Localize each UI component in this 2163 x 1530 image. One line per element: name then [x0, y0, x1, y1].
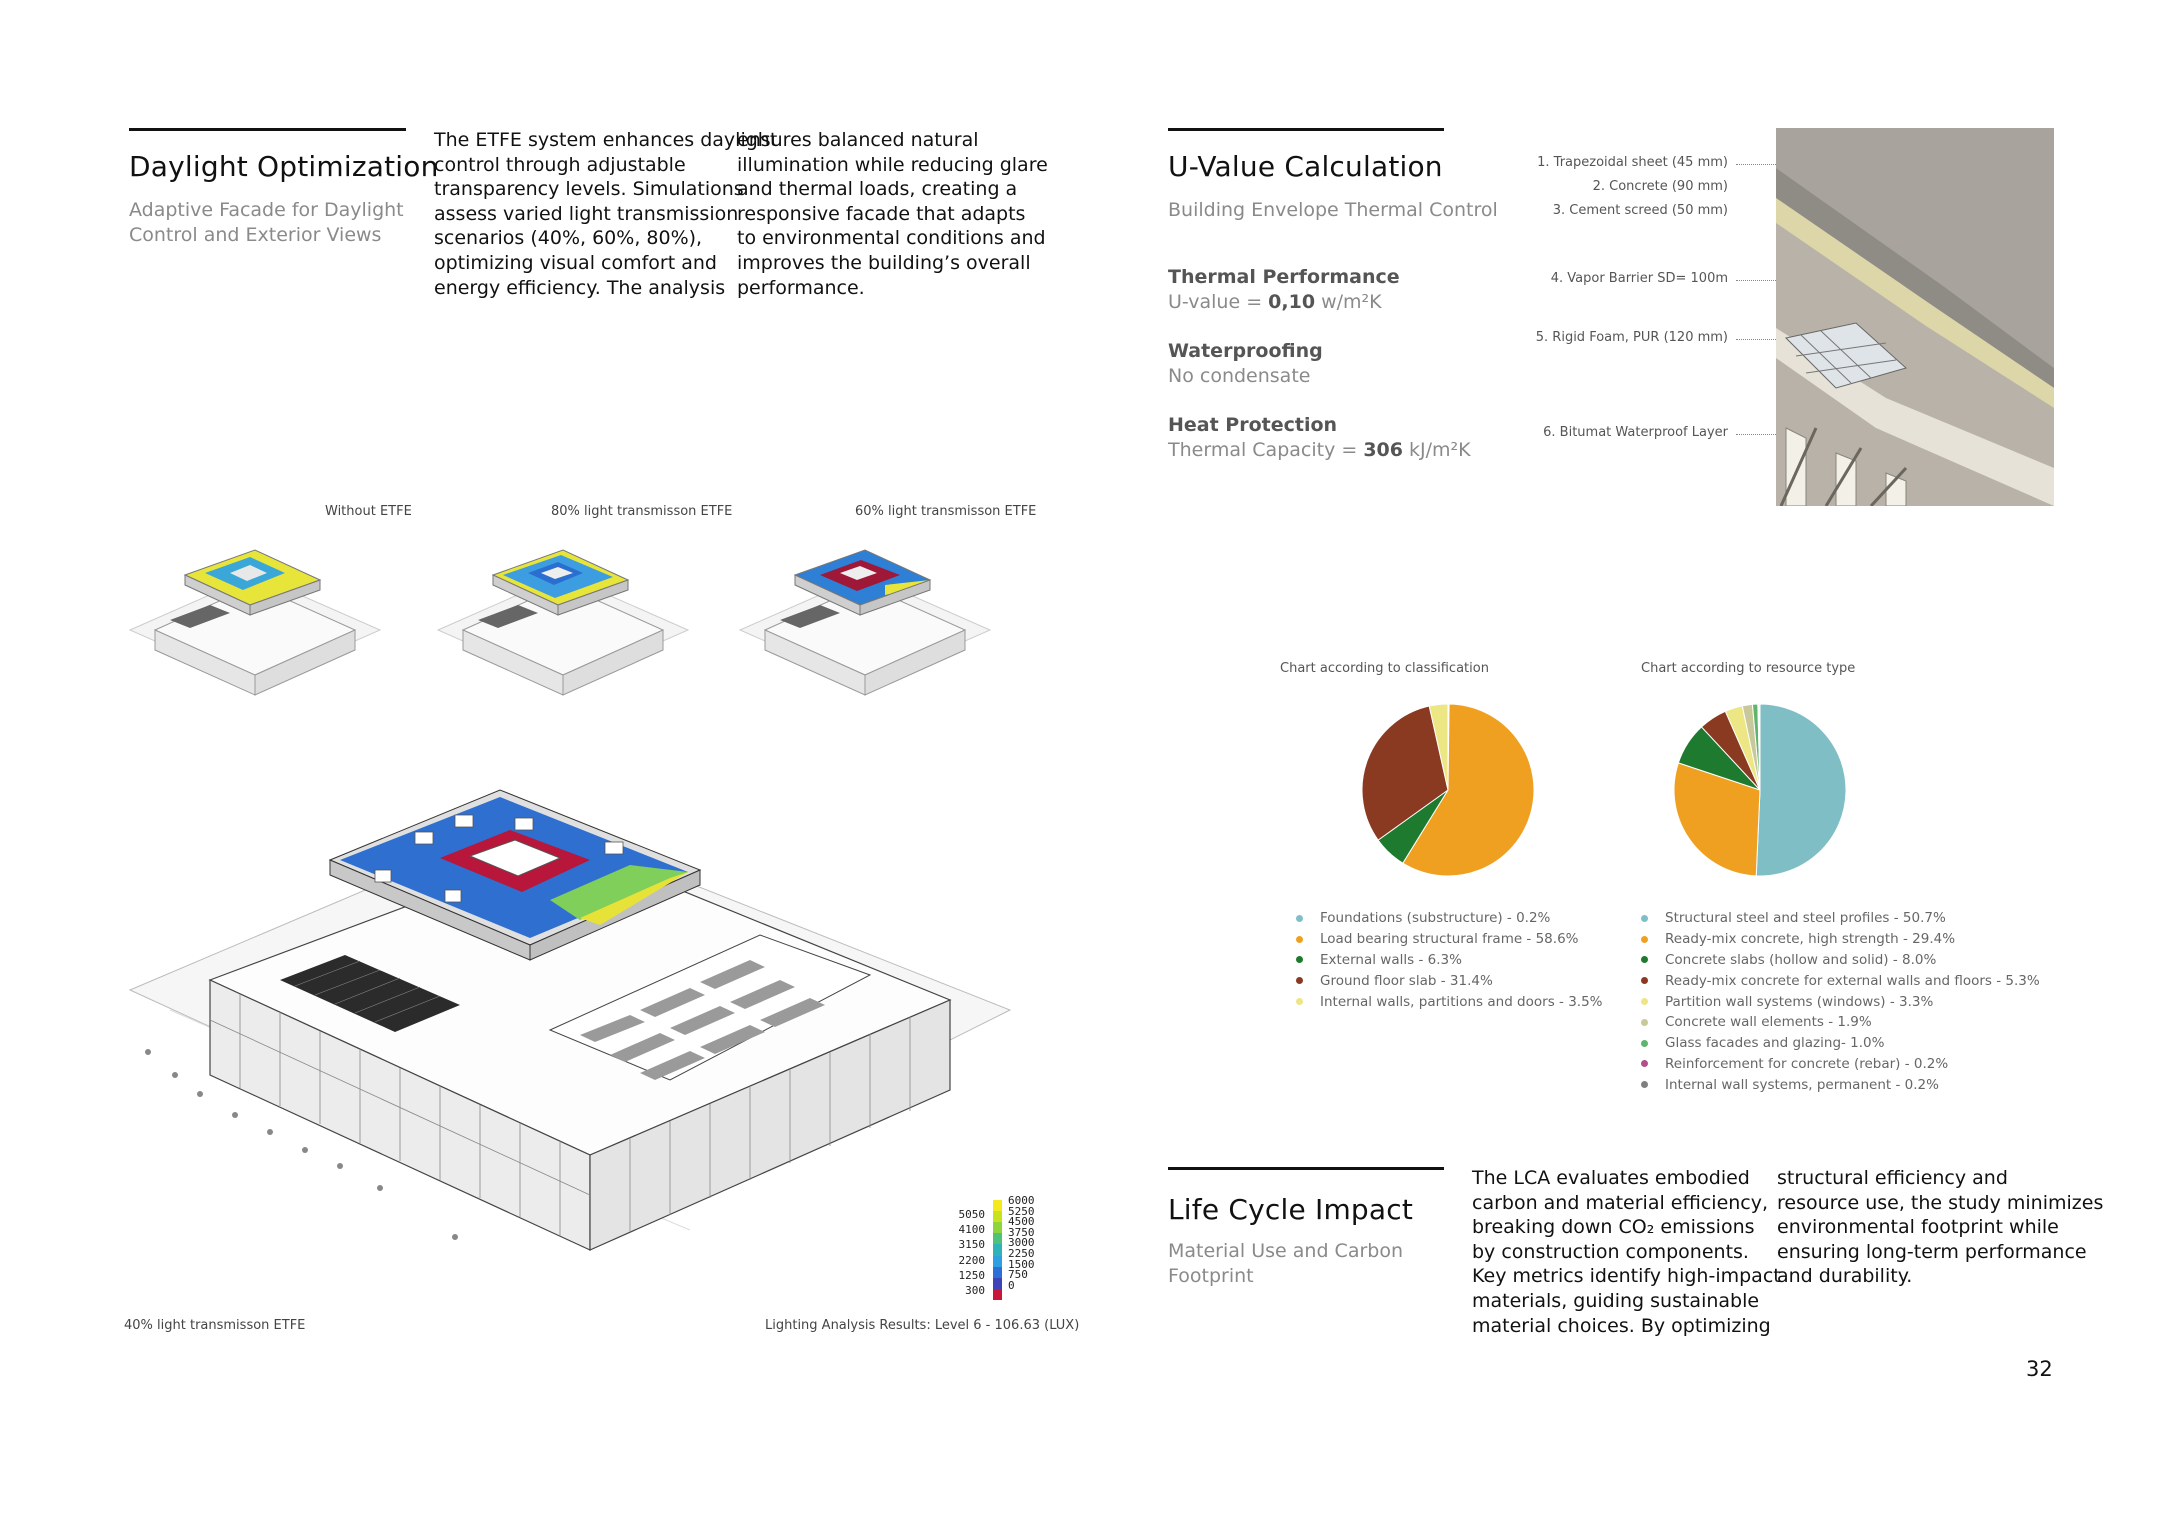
- text-line: The LCA evaluates embodied: [1472, 1167, 1750, 1189]
- legend-label: Structural steel and steel profiles - 50.7%: [1665, 910, 1946, 927]
- daylight-title: Daylight Optimization: [129, 150, 439, 183]
- thumb-60-etfe: [735, 535, 995, 705]
- uvalue-rule: [1168, 128, 1444, 131]
- spec-prefix: Thermal Capacity =: [1168, 439, 1364, 461]
- legend-label: Load bearing structural frame - 58.6%: [1320, 931, 1579, 948]
- legend-dot: [1641, 1081, 1648, 1088]
- legend-label: Glass facades and glazing- 1.0%: [1665, 1035, 1885, 1052]
- daylight-subtitle: [129, 198, 404, 248]
- scale-value: 5050: [958, 1208, 985, 1221]
- text-line: by construction components.: [1472, 1240, 1749, 1263]
- legend-item: [1641, 950, 2040, 971]
- scale-value: 3000: [1008, 1236, 1035, 1250]
- lca-rule: [1168, 1167, 1444, 1170]
- legend-label: Ground floor slab - 31.4%: [1320, 972, 1493, 989]
- scale-swatch: [993, 1200, 1002, 1211]
- text-line: control through adjustable: [434, 153, 686, 176]
- scale-swatch: [993, 1256, 1002, 1267]
- legend-dot: [1641, 956, 1648, 963]
- pie-slice-1: [1756, 704, 1846, 876]
- legend-item: [1641, 1074, 2040, 1095]
- legend-label: Foundations (substructure) - 0.2%: [1320, 910, 1551, 927]
- lca-subtitle-line: Footprint: [1168, 1265, 1254, 1287]
- text-line: transparency levels. Simulations: [434, 178, 744, 201]
- scale-right-values: [1008, 1196, 1035, 1291]
- main-drawing-label: 40% light transmisson ETFE: [124, 1318, 306, 1333]
- legend-item: [1641, 929, 2040, 950]
- daylight-rule: [129, 128, 406, 131]
- layer-label: 6. Bitumat Waterproof Layer: [1543, 425, 1728, 440]
- text-line: and durability.: [1777, 1265, 1913, 1288]
- spec-prefix: U-value =: [1168, 291, 1269, 313]
- scale-value: 6000: [1008, 1194, 1035, 1207]
- legend-dot: [1641, 1060, 1648, 1067]
- text-line: ensures balanced natural: [737, 129, 979, 151]
- legend-label: Internal walls, partitions and doors - 3.5%: [1320, 993, 1603, 1010]
- legend-dot: [1641, 1040, 1648, 1047]
- daylight-text-col2: [737, 128, 1048, 300]
- scale-swatch: [993, 1267, 1002, 1278]
- text-line: optimizing visual comfort and: [434, 251, 717, 274]
- daylight-subtitle-line: Control and Exterior Views: [129, 224, 382, 246]
- lca-title: Life Cycle Impact: [1168, 1193, 1414, 1226]
- text-line: materials, guiding sustainable: [1472, 1289, 1760, 1312]
- legend-label: Internal wall systems, permanent - 0.2%: [1665, 1076, 1939, 1093]
- scale-swatch: [993, 1211, 1002, 1222]
- legend-item: [1641, 991, 2040, 1012]
- page-number: 32: [2026, 1357, 2053, 1381]
- scale-value: 4500: [1008, 1215, 1035, 1229]
- scale-value: 750: [1008, 1268, 1028, 1282]
- legend-dot: [1296, 956, 1303, 963]
- uvalue-title: U-Value Calculation: [1168, 150, 1443, 183]
- thumb-80-etfe: [433, 535, 693, 705]
- legend-label: Partition wall systems (windows) - 3.3%: [1665, 993, 1934, 1010]
- leader-line: [1736, 434, 1776, 435]
- spec-heading: Waterproofing: [1168, 340, 1323, 362]
- scale-value: 5250: [1008, 1204, 1035, 1218]
- text-line: performance.: [737, 276, 865, 299]
- spec-unit: kJ/m²K: [1403, 439, 1471, 461]
- spec-value: [1168, 290, 1400, 315]
- uvalue-subtitle: Building Envelope Thermal Control: [1168, 199, 1498, 221]
- legend-item: [1296, 970, 1603, 991]
- text-line: ensuring long-term performance: [1777, 1240, 2087, 1263]
- legend-dot: [1296, 977, 1303, 984]
- legend-resource: [1641, 908, 2040, 1095]
- legend-dot: [1641, 977, 1648, 984]
- scale-value: 300: [965, 1284, 985, 1298]
- legend-item: [1641, 970, 2040, 991]
- roof-section-render: [1776, 128, 2054, 506]
- thumb-label-without: Without ETFE: [325, 504, 412, 519]
- thumb-without-etfe: [125, 535, 385, 705]
- text-line: carbon and material efficiency,: [1472, 1191, 1769, 1214]
- spec-heading: Heat Protection: [1168, 414, 1338, 436]
- text-line: The ETFE system enhances daylight: [434, 129, 778, 151]
- scale-left-values: [950, 1207, 985, 1298]
- scale-swatch: [993, 1222, 1002, 1233]
- scale-swatch: [993, 1244, 1002, 1255]
- legend-classification: [1296, 908, 1603, 1012]
- thumb-label-80: 80% light transmisson ETFE: [551, 504, 733, 519]
- lca-text-col1: [1472, 1166, 1781, 1338]
- legend-item: [1296, 991, 1603, 1012]
- daylight-text-col1: [434, 128, 777, 300]
- legend-dot: [1641, 936, 1648, 943]
- text-line: material choices. By optimizing: [1472, 1314, 1771, 1337]
- scale-value: 3750: [1008, 1225, 1035, 1239]
- legend-label: Concrete slabs (hollow and solid) - 8.0%: [1665, 951, 1937, 968]
- layer-label: 3. Cement screed (50 mm): [1552, 203, 1728, 218]
- legend-dot: [1296, 915, 1303, 922]
- scale-value: 2200: [958, 1253, 985, 1267]
- text-line: responsive facade that adapts: [737, 202, 1026, 225]
- spec-unit: w/m²K: [1315, 291, 1382, 313]
- layer-label: 1. Trapezoidal sheet (45 mm): [1537, 155, 1728, 170]
- legend-item: [1296, 929, 1603, 950]
- legend-item: [1296, 908, 1603, 929]
- scale-value: 0: [1008, 1278, 1015, 1292]
- text-line: resource use, the study minimizes: [1777, 1191, 2104, 1214]
- spec-heat: [1168, 413, 1471, 463]
- layer-label: 2. Concrete (90 mm): [1592, 179, 1728, 194]
- scale-swatch: [993, 1233, 1002, 1244]
- main-building-axonometric: [110, 760, 1030, 1320]
- spec-thermal: [1168, 265, 1400, 315]
- text-line: assess varied light transmission: [434, 202, 739, 225]
- text-line: energy efficiency. The analysis: [434, 276, 726, 299]
- legend-dot: [1641, 1019, 1648, 1026]
- lighting-results-label: Lighting Analysis Results: Level 6 - 106.63 (LUX): [765, 1318, 1080, 1333]
- pie-chart-resource: [1670, 700, 1850, 880]
- scale-value: 4100: [958, 1223, 985, 1237]
- text-line: environmental footprint while: [1777, 1216, 2059, 1239]
- lca-subtitle-line: Material Use and Carbon: [1168, 1240, 1403, 1262]
- text-line: structural efficiency and: [1777, 1167, 2008, 1189]
- chart-title-resource: Chart according to resource type: [1641, 661, 1856, 676]
- daylight-subtitle-line: Adaptive Facade for Daylight: [129, 199, 404, 221]
- text-line: scenarios (40%, 60%, 80%),: [434, 227, 703, 250]
- text-line: improves the building’s overall: [737, 251, 1031, 274]
- text-line: breaking down CO₂ emissions: [1472, 1216, 1755, 1239]
- thumb-label-60: 60% light transmisson ETFE: [855, 504, 1037, 519]
- lux-color-scale-bar: [993, 1200, 1002, 1300]
- text-line: to environmental conditions and: [737, 227, 1046, 250]
- spec-waterproofing: [1168, 339, 1323, 389]
- scale-swatch: [993, 1278, 1002, 1289]
- legend-label: Concrete wall elements - 1.9%: [1665, 1014, 1872, 1031]
- scale-value: 3150: [958, 1238, 985, 1252]
- spec-value: No condensate: [1168, 365, 1311, 387]
- legend-dot: [1641, 998, 1648, 1005]
- text-line: Key metrics identify high-impact: [1472, 1265, 1781, 1288]
- legend-item: [1641, 1012, 2040, 1033]
- scale-value: 1500: [1008, 1257, 1035, 1271]
- spec-number: 0,10: [1268, 291, 1316, 313]
- scale-value: 1250: [958, 1268, 985, 1282]
- spec-heading: Thermal Performance: [1168, 266, 1400, 288]
- pie-chart-classification: [1358, 700, 1538, 880]
- scale-value: 2250: [1008, 1246, 1035, 1260]
- lca-text-col2: [1777, 1166, 2103, 1289]
- layer-label: 5. Rigid Foam, PUR (120 mm): [1535, 330, 1728, 345]
- legend-label: Ready-mix concrete for external walls and floors - 5.3%: [1665, 972, 2040, 989]
- lca-subtitle: [1168, 1239, 1403, 1289]
- text-line: illumination while reducing glare: [737, 153, 1048, 176]
- text-line: and thermal loads, creating a: [737, 178, 1018, 201]
- legend-label: External walls - 6.3%: [1320, 951, 1462, 968]
- scale-swatch: [993, 1289, 1002, 1300]
- layer-label: 4. Vapor Barrier SD= 100m: [1550, 271, 1728, 286]
- legend-dot: [1641, 915, 1648, 922]
- spec-number: 306: [1363, 439, 1403, 461]
- legend-item: [1641, 1033, 2040, 1054]
- legend-label: Ready-mix concrete, high strength - 29.4%: [1665, 931, 1956, 948]
- legend-label: Reinforcement for concrete (rebar) - 0.2%: [1665, 1055, 1949, 1072]
- spec-value: [1168, 438, 1471, 463]
- chart-title-classification: Chart according to classification: [1280, 661, 1489, 676]
- legend-item: [1641, 1054, 2040, 1075]
- legend-item: [1296, 950, 1603, 971]
- legend-dot: [1296, 936, 1303, 943]
- legend-item: [1641, 908, 2040, 929]
- legend-dot: [1296, 998, 1303, 1005]
